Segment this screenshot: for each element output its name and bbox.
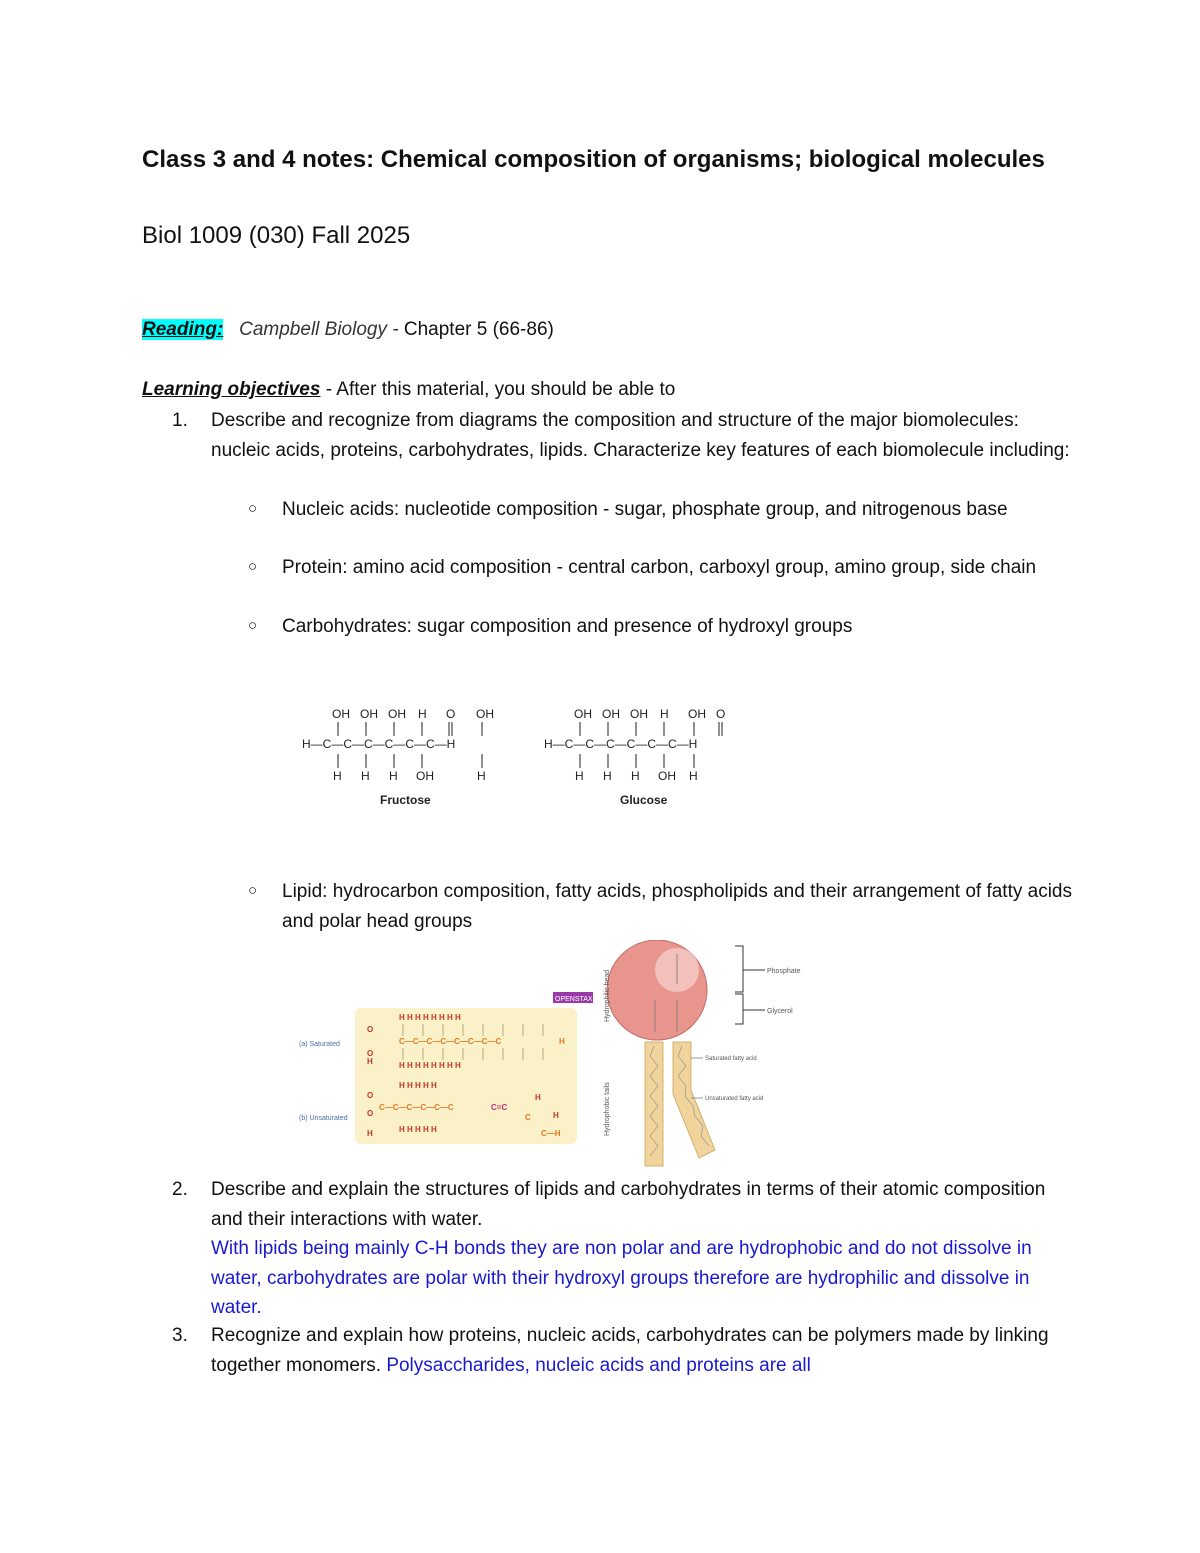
objective-3-text	[211, 1321, 1071, 1380]
svg-text:OH: OH	[630, 707, 648, 721]
svg-text:O: O	[367, 1109, 374, 1118]
svg-text:H: H	[631, 769, 640, 783]
objective-3-answer: Polysaccharides, nucleic acids and proteins are all	[386, 1354, 811, 1376]
glucose-structure	[544, 707, 725, 807]
reading-book: Campbell Biology -	[239, 319, 404, 340]
svg-text:OH: OH	[360, 707, 378, 721]
sugar-structures-figure	[290, 700, 780, 815]
course-subtitle: Biol 1009 (030) Fall 2025	[142, 222, 411, 249]
svg-text:H—C—C—C—C—C—C—H: H—C—C—C—C—C—C—H	[302, 737, 456, 751]
svg-text:H H H H H: H H H H H	[399, 1125, 437, 1134]
bullet-icon: ○	[248, 617, 258, 634]
svg-text:OH: OH	[602, 707, 620, 721]
brackets	[735, 946, 765, 1024]
svg-text:H: H	[660, 707, 669, 721]
objectives-intro: - After this material, you should be able to	[320, 379, 676, 400]
openstax-logo-text: OPENSTAX	[555, 996, 593, 1003]
reading-line	[142, 316, 554, 344]
svg-text:OH: OH	[416, 769, 434, 783]
sub-protein: Protein: amino acid composition - central carbon, carboxyl group, amino group, side chain	[282, 557, 1037, 578]
svg-text:O: O	[446, 707, 456, 721]
list-number-1: 1.	[172, 410, 188, 431]
lipid-figure	[295, 940, 815, 1170]
svg-text:H: H	[367, 1057, 373, 1066]
svg-text:OH: OH	[574, 707, 592, 721]
svg-text:OH: OH	[476, 707, 494, 721]
fructose-label: Fructose	[380, 793, 431, 807]
svg-text:H: H	[361, 769, 370, 783]
reading-label: Reading:	[142, 319, 224, 340]
svg-text:H: H	[559, 1037, 565, 1046]
svg-text:OH: OH	[332, 707, 350, 721]
sub-carbohydrates: Carbohydrates: sugar composition and presence of hydroxyl groups	[282, 616, 853, 637]
svg-text:H H H H H H H H: H H H H H H H H	[399, 1061, 461, 1070]
svg-text:H H H H H H H H: H H H H H H H H	[399, 1013, 461, 1022]
svg-text:H: H	[553, 1111, 559, 1120]
svg-text:O: O	[367, 1049, 374, 1058]
svg-text:H: H	[603, 769, 612, 783]
hydrophobic-label: Hydrophobic tails	[604, 1082, 611, 1136]
unsaturated-tail-label: Unsaturated fatty acid	[705, 1096, 764, 1102]
svg-text:O: O	[367, 1025, 374, 1034]
reading-chapter: Chapter 5 (66-86)	[403, 319, 554, 340]
objective-2-question: Describe and explain the structures of lipids and carbohydrates in terms of their atomic composition and their interactions with water.	[211, 1179, 1046, 1230]
svg-text:H: H	[477, 769, 486, 783]
unsaturated-label: (b) Unsaturated	[299, 1115, 348, 1122]
hydrophilic-label: Hydrophilic head	[604, 969, 611, 1022]
objective-1-text: Describe and recognize from diagrams the composition and structure of the major biomolecules: nucleic acids, proteins, carbohydrates, lipids. Characterize key features of each biomolecule including:	[211, 410, 1070, 461]
svg-text:H: H	[389, 769, 398, 783]
objectives-heading	[142, 376, 675, 404]
svg-text:H: H	[367, 1129, 373, 1138]
svg-text:H: H	[689, 769, 698, 783]
svg-text:H—C—C—C—C—C—C—H: H—C—C—C—C—C—C—H	[544, 737, 698, 751]
svg-text:O: O	[367, 1091, 374, 1100]
svg-text:H: H	[535, 1093, 541, 1102]
phosphate-label: Phosphate	[767, 968, 801, 975]
objectives-label: Learning objectives	[142, 379, 321, 400]
svg-text:O: O	[716, 707, 726, 721]
svg-text:C: C	[525, 1113, 531, 1122]
list-number-2: 2.	[172, 1179, 188, 1200]
svg-text:H: H	[575, 769, 584, 783]
svg-text:H: H	[333, 769, 342, 783]
saturated-tail-label: Saturated fatty acid	[705, 1056, 757, 1062]
svg-text:H: H	[418, 707, 427, 721]
page-title: Class 3 and 4 notes: Chemical composition of organisms; biological molecules	[142, 146, 1045, 173]
bullet-icon: ○	[248, 882, 258, 899]
svg-text:H H H H H: H H H H H	[399, 1081, 437, 1090]
svg-text:C=C: C=C	[491, 1103, 508, 1112]
bullet-icon: ○	[248, 558, 258, 575]
objective-2-text	[211, 1175, 1071, 1323]
glycerol-label: Glycerol	[767, 1008, 793, 1015]
sub-nucleic-acids: Nucleic acids: nucleotide composition - sugar, phosphate group, and nitrogenous base	[282, 499, 1008, 520]
glucose-label: Glucose	[620, 793, 668, 807]
sub-lipid: Lipid: hydrocarbon composition, fatty acids, phospholipids and their arrangement of fatty acids and polar head groups	[282, 881, 1073, 932]
saturated-label: (a) Saturated	[299, 1041, 340, 1048]
svg-text:C—H: C—H	[541, 1129, 561, 1138]
fatty-acid-panel	[355, 1008, 577, 1144]
list-number-3: 3.	[172, 1325, 188, 1346]
svg-text:OH: OH	[388, 707, 406, 721]
svg-text:C—C—C—C—C—C: C—C—C—C—C—C	[379, 1103, 454, 1112]
svg-text:C—C—C—C—C—C—C—C: C—C—C—C—C—C—C—C	[399, 1037, 502, 1046]
objective-2-answer: With lipids being mainly C-H bonds they are non polar and are hydrophobic and do not dissolve in water, carbohydrates are polar with their hydroxyl groups therefore are hydrophilic and dissolve in water.	[211, 1238, 1032, 1318]
bullet-icon: ○	[248, 500, 258, 517]
svg-text:OH: OH	[658, 769, 676, 783]
objective-3-question: Recognize and explain how proteins, nucleic acids, carbohydrates can be polymers made by linking together monomers.	[211, 1325, 1049, 1376]
svg-text:OH: OH	[688, 707, 706, 721]
fructose-structure	[302, 707, 494, 807]
